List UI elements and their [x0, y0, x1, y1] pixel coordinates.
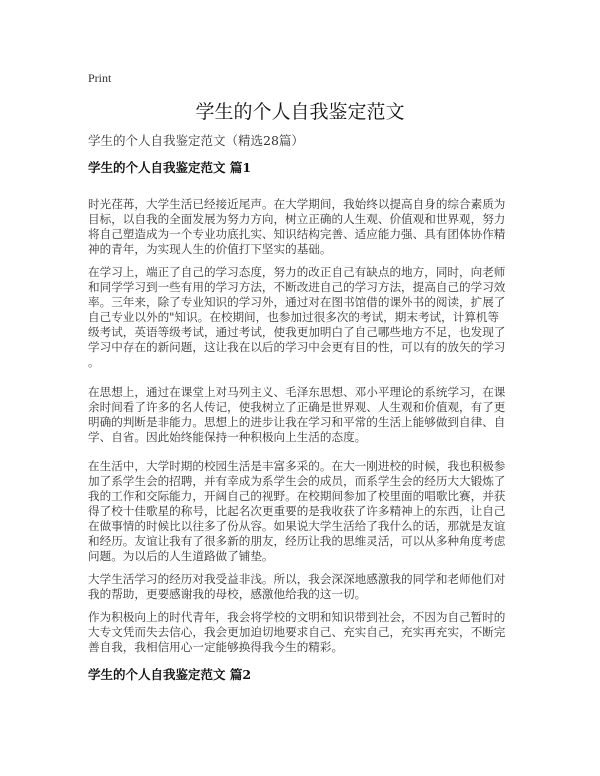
section-heading-1: 学生的个人自我鉴定范文 篇1	[88, 160, 252, 175]
paragraph-line: 余时间看了许多的名人传记，使我树立了正确是世界观、人生观和价值观，有了更	[88, 400, 506, 414]
paragraph	[88, 572, 528, 602]
paragraph	[88, 197, 528, 257]
print-link[interactable]: Print	[88, 71, 112, 85]
paragraph-line: 将自己塑造成为一个专业功底扎实、知识结构完善、适应能力强、具有团体协作精	[88, 227, 506, 241]
section-heading-2: 学生的个人自我鉴定范文 篇2	[88, 667, 252, 682]
section-1-body	[88, 197, 528, 655]
paragraph-line: 学习中存在的新问题，这让我在以后的学习中会更有目的性，可以有的放矢的学习	[88, 340, 506, 354]
paragraph	[88, 385, 528, 445]
paragraph-line: 和经历。友谊让我有了很多新的朋友，经历让我的思维灵活，可以从多种角度考虑	[88, 534, 506, 548]
paragraph-line: 在学习上，端正了自己的学习态度，努力的改正自己有缺点的地方，同时，向老师	[88, 265, 506, 279]
paragraph-line: 目标，以自我的全面发展为努力方向，树立正确的人生观、价值观和世界观，努力	[88, 212, 506, 226]
paragraph-line: 大专文凭而失去信心，我会更加迫切地要求自己、充实自己，充实再充实，不断完	[88, 625, 506, 639]
paragraph	[88, 610, 528, 655]
paragraph-line: 善自我，我相信用心一定能够换得我今生的精彩。	[88, 640, 344, 654]
paragraph-line: 在生活中，大学时期的校园生活是丰富多采的。在大一刚进校的时候，我也积极参	[88, 459, 506, 473]
document-body	[88, 133, 528, 704]
paragraph-line: 神的青年，为实现人生的价值打下坚实的基础。	[88, 242, 332, 256]
paragraph-line: 加了系学生会的招聘，并有幸成为系学生会的成员，而系学生会的经历大大锻炼了	[88, 474, 506, 488]
paragraph-line: 得了校十佳歌星的称号，比起名次更重要的是我收获了许多精神上的东西，让自己	[88, 504, 506, 518]
paragraph-line: 学、自省。因此始终能保持一种积极向上生活的态度。	[88, 430, 367, 444]
paragraph-line: 大学生活学习的经历对我受益非浅。所以，我会深深地感激我的同学和老师他们对	[88, 572, 506, 586]
paragraph-line: 在思想上，通过在课堂上对马列主义、毛泽东思想、邓小平理论的系统学习，在课	[88, 385, 506, 399]
page-title: 学生的个人自我鉴定范文	[195, 101, 405, 123]
paragraph-line: 在做事情的时候比以往多了份从容。如果说大学生活给了我什么的话，那就是友谊	[88, 519, 506, 533]
document-subtitle: 学生的个人自我鉴定范文（精选28篇）	[88, 133, 304, 148]
paragraph-line: 作为积极向上的时代青年，我会将学校的文明和知识带到社会，不因为自己暂时的	[88, 610, 506, 624]
paragraph-line: 和同学学习到一些有用的学习方法，不断改进自己的学习方法，提高自己的学习效	[88, 280, 506, 294]
paragraph-line: 问题。为以后的人生道路做了铺垫。	[88, 549, 274, 563]
paragraph-line: 率。三年来，除了专业知识的学习外，通过对在图书馆借的课外书的阅读，扩展了	[88, 295, 506, 309]
paragraph-line: 自己专业以外的"知识。在校期间，也参加过很多次的考试，期末考试，计算机等	[88, 310, 500, 324]
paragraph	[88, 265, 528, 370]
paragraph-line: 我的帮助，更要感谢我的母校，感激他给我的这一切。	[88, 587, 367, 601]
paragraph-line: 级考试，英语等级考试，通过考试，使我更加明白了自己哪些地方不足，也发现了	[88, 325, 506, 339]
paragraph-line: 我的工作和交际能力，开阔自己的视野。在校期间参加了校里面的唱歌比赛，并获	[88, 489, 506, 503]
paragraph-line: 。	[88, 355, 100, 369]
paragraph-line: 明确的判断是非能力。思想上的进步让我在学习和平常的生活上能够做到自律、自	[88, 415, 506, 429]
paragraph-line: 时光荏苒，大学生活已经接近尾声。在大学期间，我始终以提高自身的综合素质为	[88, 197, 506, 211]
paragraph	[88, 459, 528, 564]
